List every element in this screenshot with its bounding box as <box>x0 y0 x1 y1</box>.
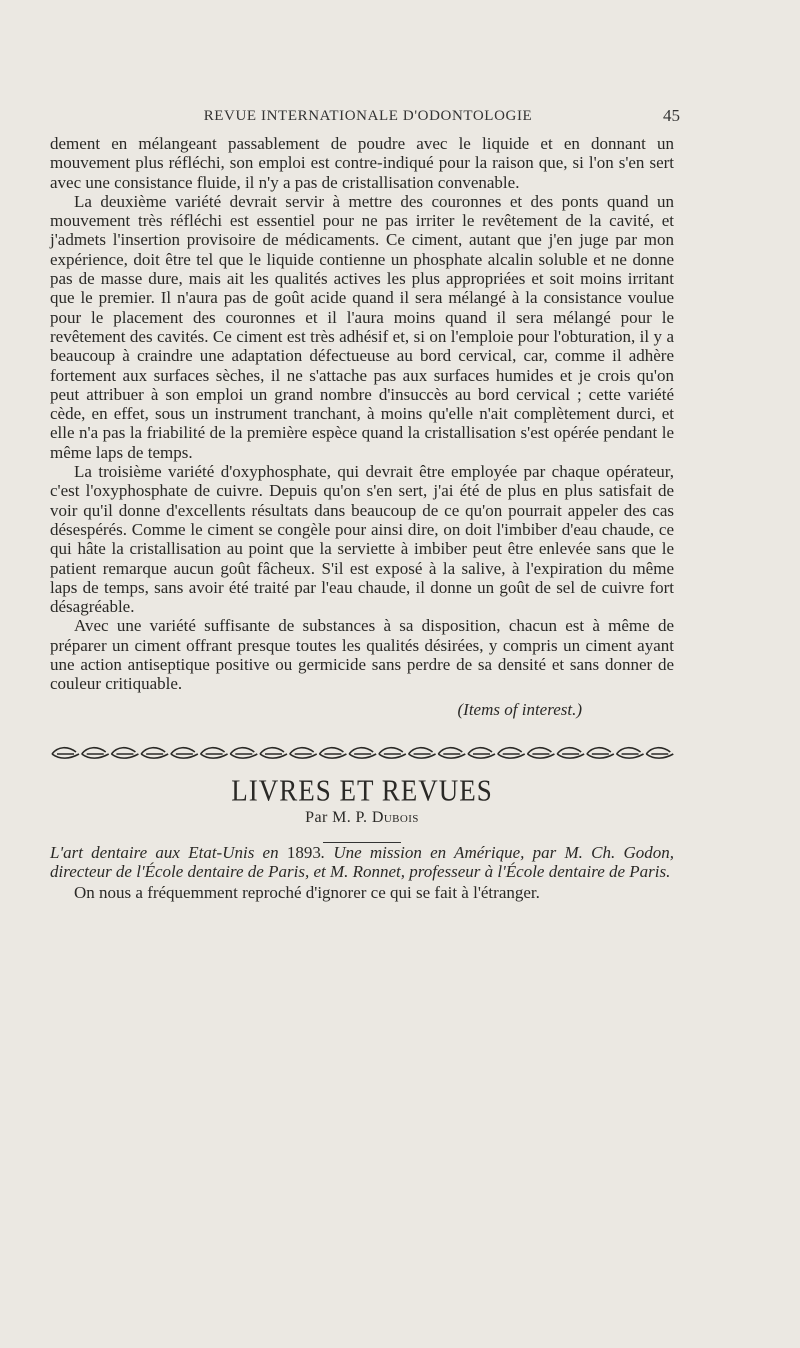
running-head <box>56 108 680 132</box>
ornament-motif <box>498 748 525 758</box>
paragraph: La troisième variété d'oxyphosphate, qui devrait être employée par chaque opérateur, c'est l'oxyphosphate de cuivre. Depuis qu'on s'en sert, j'ai été de plus en plus satisfait de voir qu'il donne d'excellents résultats dans beaucoup de ce qu'on pourrait appeler des cas désespérés. Comme le ciment se congèle pour ainsi dire, on doit l'imbiber d'eau chaude, ce qui hâte la cristallisation au point que la serviette à imbiber peut être enlevée sans que le patient remarque aucun goût fâcheux. S'il est exposé à la salive, à l'expiration du même laps de temps, sans avoir été traité par l'eau chaude, il donne un goût de sel de cuivre fort désagréable. <box>50 462 674 617</box>
section-byline <box>50 808 674 827</box>
source-citation: (Items of interest.) <box>457 699 582 719</box>
section-title: LIVRES ET REVUES <box>231 772 493 808</box>
ornament-motif <box>379 748 406 758</box>
book-title-part1: L'art dentaire aux Etat-Unis en <box>50 842 287 862</box>
closing-paragraph: On nous a fréquemment reproché d'ignorer ce qui se fait à l'étranger. <box>74 883 540 903</box>
ornament-motif <box>587 748 614 758</box>
running-title: REVUE INTERNATIONALE D'ODONTOLOGIE <box>203 108 533 124</box>
page-number: 45 <box>663 106 680 125</box>
ornament-motif <box>557 748 584 758</box>
paragraph: dement en mélangeant passablement de poudre avec le liquide et en donnant un mouvement plus réfléchi, son emploi est contre-indiqué pour la raison que, si l'on s'en sert avec une consistance fluide, il n'y a pas de cristallisation convenable. <box>50 134 674 192</box>
ornament-motif <box>617 748 644 758</box>
book-title-part2: . Une mission en Amérique, par M. Ch. Godon, directeur de l'École dentaire de Paris, et M. Ronnet, professeur à l'École dentaire de Paris. <box>50 842 674 881</box>
byline-name: Dubois <box>371 809 419 827</box>
byline-prefix: Par M. P. <box>305 809 368 827</box>
ornament-motif <box>201 748 228 758</box>
ornament-divider <box>50 745 674 761</box>
book-reference <box>50 843 674 882</box>
ornament-motif <box>438 748 465 758</box>
ornament-motif <box>171 748 198 758</box>
paragraph: La deuxième variété devrait servir à mettre des couronnes et des ponts quand un mouvement très réfléchi est essentiel pour ne pas irriter le revêtement de la cavité, et j'admets l'insertion provisoire de médicaments. Ce ciment, autant que j'en juge par mon expérience, doit être tel que le liquide contienne un phosphate alcalin soluble et ne donne pas de masse dure, mais ait les qualités actives les plus appropriées et soit moins irritant que le premier. Il n'aura pas de goût acide quand il sera mélangé à la consistance voulue pour le placement des couronnes et il l'aura moins quand il sera mélangé pour le revêtement des cavités. Ce ciment est très adhésif et, si on l'emploie pour l'obturation, il y a beaucoup à craindre une adaptation défectueuse au bord cervical, car, comme il adhère fortement aux surfaces sèches, il ne s'attache pas aux surfaces humides et je crois qu'on peut attribuer à son emploi un grand nombre d'insuccès au bord cervical ; cette variété cède, en effet, sous un instrument tranchant, à moins qu'elle n'ait complètement durci, et elle n'a pas la friabilité de la première espèce quand la cristallisation s'est opérée pendant le même laps de temps. <box>50 191 674 462</box>
ornament-motif <box>260 748 287 758</box>
ornament-motif <box>468 748 495 758</box>
ornament-divider-icon <box>50 745 674 761</box>
ornament-motif <box>82 748 109 758</box>
ornament-motif <box>230 748 257 758</box>
ornament-motif <box>111 748 138 758</box>
paragraph: Avec une variété suffisante de substances à sa disposition, chacun est à même de préparer un ciment offrant presque toutes les qualités désirées, y compris un ciment ayant une action antiseptique positive ou germicide sans perdre de sa densité et sans donner de couleur critiquable. <box>50 616 674 694</box>
ornament-motif <box>52 748 79 758</box>
article-body <box>50 134 674 902</box>
book-year: 1893 <box>286 842 321 862</box>
ornament-motif <box>319 748 346 758</box>
ornament-motif <box>527 748 554 758</box>
ornament-motif <box>141 748 168 758</box>
ornament-motif <box>349 748 376 758</box>
ornament-motif <box>646 748 673 758</box>
ornament-motif <box>290 748 317 758</box>
ornament-motif <box>409 748 436 758</box>
